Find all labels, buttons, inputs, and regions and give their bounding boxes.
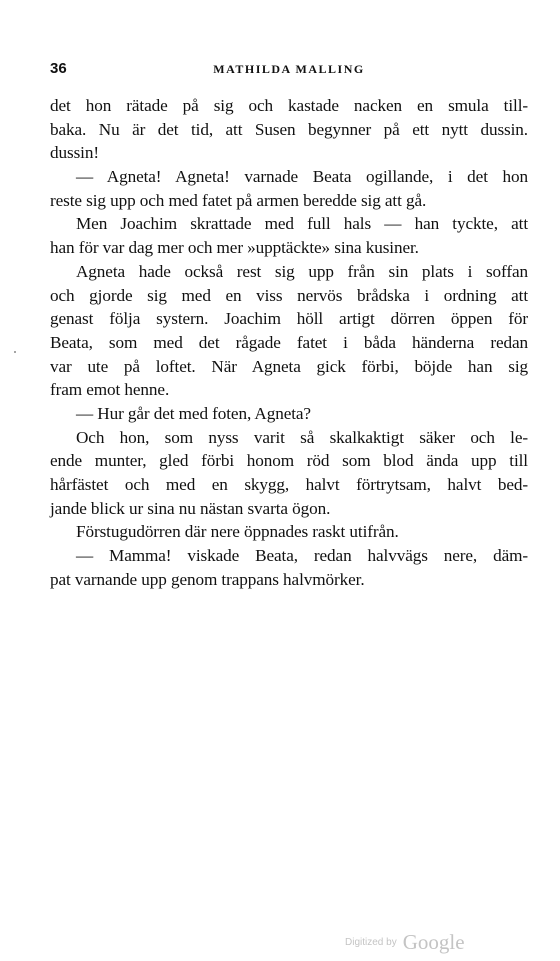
page-number: 36 bbox=[50, 60, 67, 77]
text-line: Men Joachim skrattade med full hals — han tyckte, att bbox=[76, 214, 528, 234]
stray-mark bbox=[14, 351, 16, 353]
text-line: fram emot henne. bbox=[50, 380, 170, 400]
running-head: MATHILDA MALLING bbox=[213, 62, 365, 76]
text-line: Förstugudörren där nere öppnades raskt utifrån. bbox=[76, 522, 399, 542]
text-line: — Mamma! viskade Beata, redan halvvägs nere, däm- bbox=[76, 546, 528, 566]
text-line: — Hur går det med foten, Agneta? bbox=[76, 403, 311, 423]
text-line: baka. Nu är det tid, att Susen begynner på ett nytt dussin. bbox=[50, 119, 528, 139]
text-line: var ute på loftet. När Agneta gick förbi, böjde han sig bbox=[50, 356, 528, 376]
text-line: — Agneta! Agneta! varnade Beata ogillande, i det hon bbox=[76, 167, 528, 187]
text-line: Agneta hade också rest sig upp från sin plats i soffan bbox=[76, 261, 528, 281]
text-line: han för var dag mer och mer »upptäckte» sina kusiner. bbox=[50, 238, 419, 258]
body-text bbox=[50, 94, 528, 591]
watermark-brand: Google bbox=[402, 930, 465, 954]
text-line: reste sig upp och med fatet på armen beredde sig att gå. bbox=[50, 190, 427, 210]
text-line: Och hon, som nyss varit så skalkaktigt säker och le- bbox=[76, 427, 528, 447]
text-line: ende munter, gled förbi honom röd som blod ända upp till bbox=[50, 451, 528, 471]
watermark-prefix: Digitized by bbox=[345, 937, 397, 948]
text-line: dussin! bbox=[50, 143, 99, 163]
text-line: genast följa systern. Joachim höll artigt dörren öppen för bbox=[50, 309, 528, 329]
text-line: det hon rätade på sig och kastade nacken en smula till- bbox=[50, 96, 528, 115]
text-line: hårfästet och med en skygg, halvt förtrytsam, halvt bed- bbox=[50, 475, 528, 494]
digitized-by-google-watermark bbox=[345, 930, 465, 955]
text-line: Beata, som med det rågade fatet i båda händerna redan bbox=[50, 332, 528, 352]
page-header bbox=[50, 60, 528, 80]
text-line: pat varnande upp genom trappans halvmörker. bbox=[50, 569, 365, 589]
text-line: och gjorde sig med en viss nervös brådska i ordning att bbox=[50, 285, 528, 305]
text-line: jande blick ur sina nu nästan svarta ögon. bbox=[50, 498, 331, 518]
